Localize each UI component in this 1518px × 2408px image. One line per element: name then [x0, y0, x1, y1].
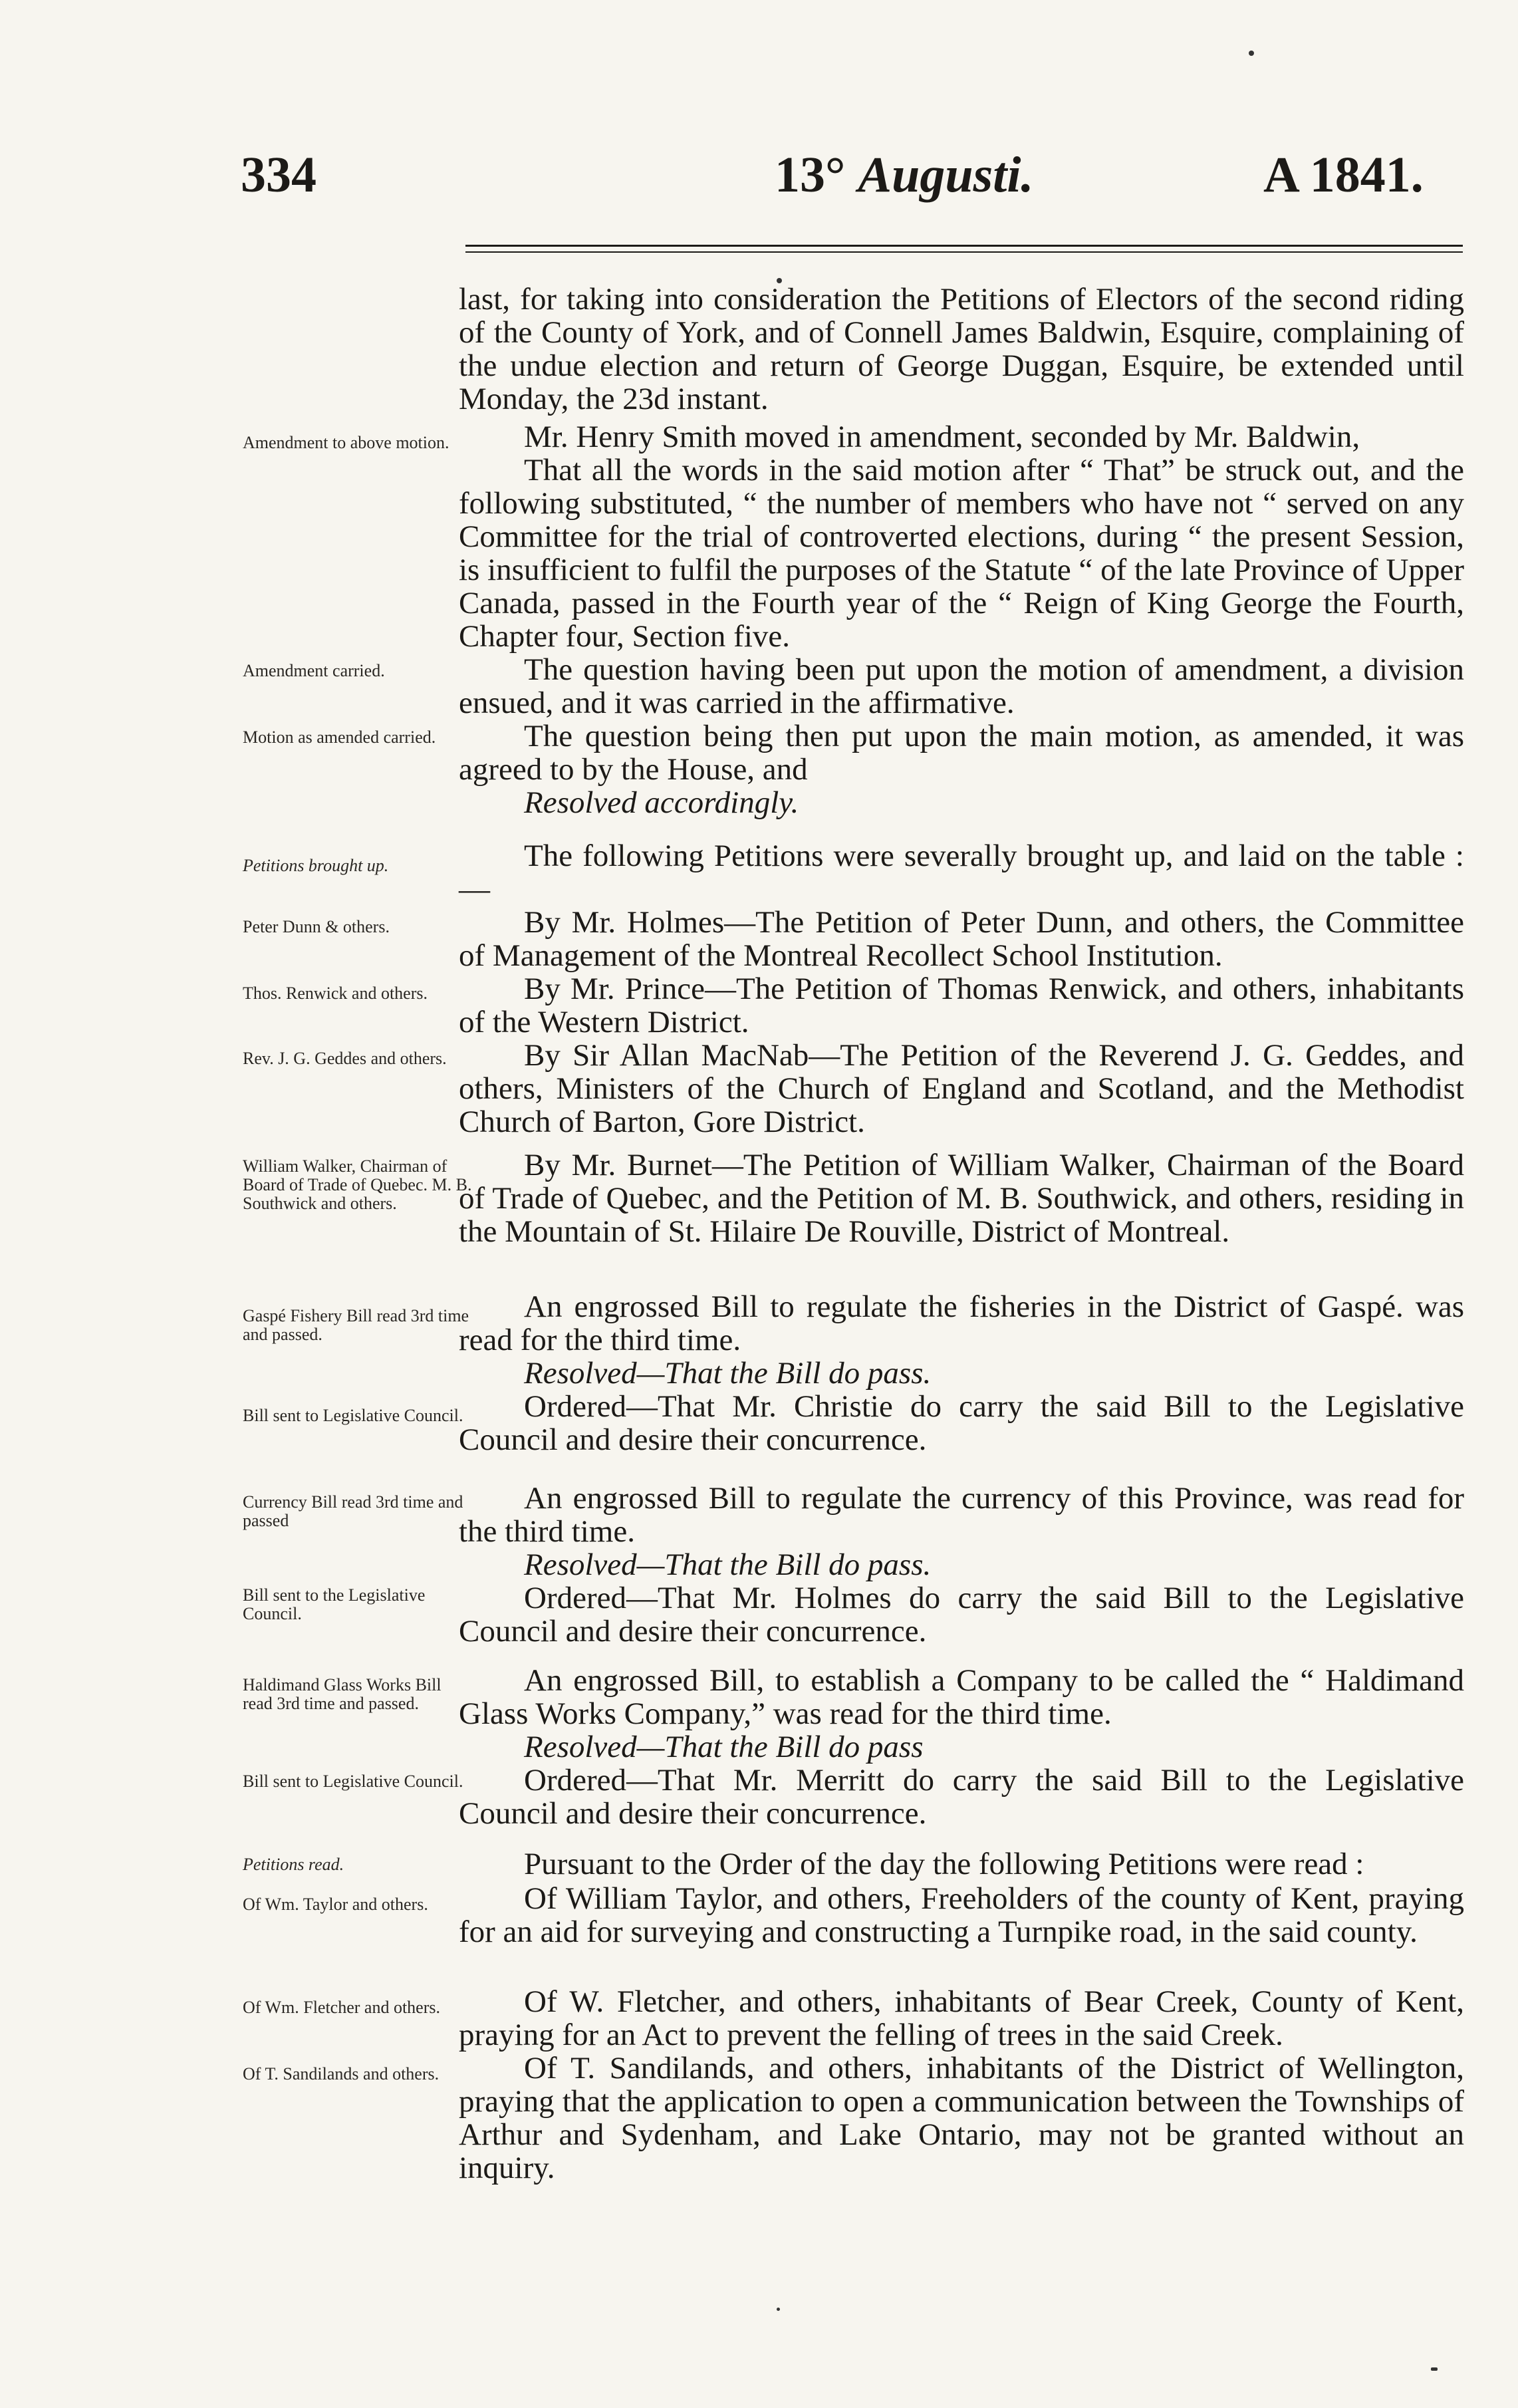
margin-note-gaspe-passed: Gaspé Fishery Bill read 3rd time and passed.	[243, 1306, 469, 1344]
paragraph-currency-resolved: Resolved—That the Bill do pass.	[524, 1547, 932, 1582]
margin-note-petitions-brought-up: Petitions brought up.	[243, 856, 389, 875]
margin-note-currency-sent: Bill sent to the Legislative Council.	[243, 1585, 426, 1623]
date-month: Augusti.	[858, 147, 1034, 203]
margin-note-currency-passed: Currency Bill read 3rd time and passed	[243, 1492, 463, 1530]
paragraph-petition-holmes: By Mr. Holmes—The Petition of Peter Dunn, and others, the Committee of Management of the Montreal Recollect School Institution.	[459, 905, 1464, 973]
margin-note-fletcher: Of Wm. Fletcher and others.	[243, 1998, 440, 2017]
paragraph-main-question: The question being then put upon the main motion, as amended, it was agreed to by the House, and	[459, 719, 1464, 787]
page-date	[775, 147, 1034, 203]
margin-note-geddes: Rev. J. G. Geddes and others.	[243, 1049, 447, 1068]
margin-note-amendment-carried: Amendment carried.	[243, 661, 385, 680]
paragraph-haldimand-resolved: Resolved—That the Bill do pass	[524, 1730, 924, 1764]
margin-note-renwick: Thos. Renwick and others.	[243, 984, 428, 1003]
margin-note-taylor: Of Wm. Taylor and others.	[243, 1895, 428, 1914]
paragraph-petitions-read-intro: Pursuant to the Order of the day the following Petitions were read :	[524, 1847, 1364, 1881]
margin-note-dunn: Peter Dunn & others.	[243, 917, 390, 936]
margin-note-gaspe-sent: Bill sent to Legislative Council.	[243, 1406, 463, 1425]
paragraph-petition-fletcher: Of W. Fletcher, and others, inhabitants of Bear Creek, County of Kent, praying for an Act to prevent the felling of trees in the said Creek.	[459, 1984, 1464, 2052]
ink-speck	[1249, 51, 1254, 56]
paragraph-haldimand-bill: An engrossed Bill, to establish a Company to be called the “ Haldimand Glass Works Company,” was read for the third time.	[459, 1663, 1464, 1731]
paragraph-petitions-intro: The following Petitions were severally brought up, and laid on the table :—	[459, 839, 1464, 906]
paragraph-amendment-question: The question having been put upon the motion of amendment, a division ensued, and it was carried in the affirmative.	[459, 652, 1464, 720]
paragraph-haldimand-ordered: Ordered—That Mr. Merritt do carry the said Bill to the Legislative Council and desire their concurrence.	[459, 1763, 1464, 1831]
paragraph-currency-bill: An engrossed Bill to regulate the currency of this Province, was read for the third time.	[459, 1481, 1464, 1549]
paragraph-petition-taylor: Of William Taylor, and others, Freeholders of the county of Kent, praying for an aid for surveying and constructing a Turnpike road, in the said county.	[459, 1881, 1464, 1949]
margin-note-walker: William Walker, Chairman of Board of Trade of Quebec. M. B. Southwick and others.	[243, 1156, 472, 1213]
margin-note-sandilands: Of T. Sandilands and others.	[243, 2064, 440, 2083]
paragraph-resolved: Resolved accordingly.	[524, 785, 799, 820]
paragraph-petition-macnab: By Sir Allan MacNab—The Petition of the Reverend J. G. Geddes, and others, Ministers of the Church of England and Scotland, and the Methodist Church of Barton, Gore District.	[459, 1038, 1464, 1139]
margin-note-haldimand-passed: Haldimand Glass Works Bill read 3rd time and passed.	[243, 1675, 442, 1713]
header-rule-thin	[465, 251, 1463, 253]
ink-speck	[777, 2308, 780, 2311]
paragraph-gaspe-bill: An engrossed Bill to regulate the fisheries in the District of Gaspé. was read for the third time.	[459, 1289, 1464, 1357]
paragraph-smith-motion: Mr. Henry Smith moved in amendment, seconded by Mr. Baldwin,	[524, 420, 1360, 454]
margin-note-haldimand-sent: Bill sent to Legislative Council.	[243, 1772, 463, 1791]
paragraph-amendment-text: That all the words in the said motion after “ That” be struck out, and the following substituted, “ the number of members who have not “ served on any Committee for the trial of controverted elections, during “ the present Session, is insufficient to fulfil the purposes of the Statute “ of the late Province of Upper Canada, passed in the Fourth year of the “ Reign of King George the Fourth, Chapter four, Section five.	[459, 453, 1464, 654]
paragraph-gaspe-resolved: Resolved—That the Bill do pass.	[524, 1356, 932, 1391]
ink-speck	[1431, 2367, 1438, 2371]
paragraph-petition-burnet: By Mr. Burnet—The Petition of William Walker, Chairman of the Board of Trade of Quebec, and the Petition of M. B. Southwick, and others, residing in the Mountain of St. Hilaire De Rouville, District of Montreal.	[459, 1148, 1464, 1249]
page-year: A 1841.	[1263, 147, 1424, 203]
margin-note-petitions-read: Petitions read.	[243, 1855, 344, 1874]
paragraph-gaspe-ordered: Ordered—That Mr. Christie do carry the said Bill to the Legislative Council and desire their concurrence.	[459, 1389, 1464, 1457]
margin-note-motion-carried: Motion as amended carried.	[243, 728, 436, 747]
paragraph-currency-ordered: Ordered—That Mr. Holmes do carry the said Bill to the Legislative Council and desire their concurrence.	[459, 1581, 1464, 1649]
paragraph-petition-prince: By Mr. Prince—The Petition of Thomas Renwick, and others, inhabitants of the Western District.	[459, 972, 1464, 1039]
paragraph-continued: last, for taking into consideration the Petitions of Electors of the second riding of the County of York, and of Connell James Baldwin, Esquire, complaining of the undue election and return of George Duggan, Esquire, be extended until Monday, the 23d instant.	[459, 282, 1464, 416]
page-number: 334	[241, 147, 316, 203]
margin-note-amendment: Amendment to above motion.	[243, 433, 449, 452]
header-rule	[465, 245, 1463, 247]
date-day: 13°	[775, 147, 846, 203]
paragraph-petition-sandilands: Of T. Sandilands, and others, inhabitants of the District of Wellington, praying that the application to open a communication between the Townships of Arthur and Sydenham, and Lake Ontario, may not be granted without an inquiry.	[459, 2051, 1464, 2185]
